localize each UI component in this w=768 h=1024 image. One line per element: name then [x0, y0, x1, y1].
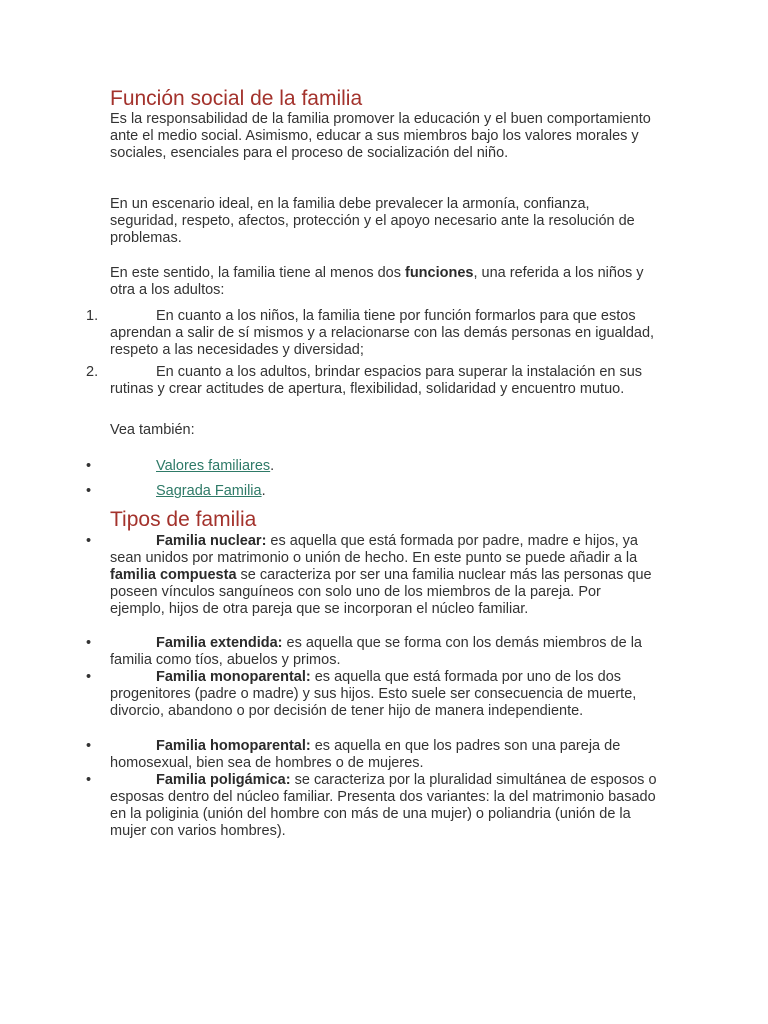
list-item-extendida [110, 635, 658, 669]
bullet-icon: • [86, 458, 92, 474]
bullet-icon: • [86, 669, 92, 685]
definition-text: se caracteriza por la pluralidad simultánea de esposos o esposas dentro del núcleo familiar. Presenta dos variantes: la del matrimonio basado en la poliginia (unión del hombre con más de una mujer) o poliandria (unión de la mujer con varios hombres). [110, 772, 657, 839]
link-sagrada-familia[interactable]: Sagrada Familia [156, 483, 262, 499]
link-valores-familiares[interactable]: Valores familiares [156, 458, 271, 474]
list-item-ninos: En cuanto a los niños, la familia tiene por función formarlos para que estos aprendan a salir de sí mismos y a relacionarse con las demás personas en igualdad, respeto a las necesidades y diversidad; [110, 308, 655, 358]
bullet-icon: • [86, 533, 92, 549]
term-familia-compuesta: familia compuesta [110, 567, 237, 583]
definition-text: es aquella que está formada por uno de los dos progenitores (padre o madre) y sus hijos. Esto suele ser consecuencia de muerte, divorcio, abandono o por decisión de tener hijo de manera independiente. [110, 669, 637, 719]
link-suffix: . [270, 458, 275, 474]
definition-text: se caracteriza por ser una familia nuclear más las personas que poseen vínculos sanguíneos con solo uno de los miembros de la pareja. Por ejemplo, hijos de otra pareja que se incorporan el núcleo familiar. [110, 567, 652, 617]
link-suffix: . [261, 483, 266, 499]
list-item-nuclear [110, 533, 658, 618]
paragraph-ideal: En un escenario ideal, en la familia debe prevalecer la armonía, confianza, seguridad, respeto, afectos, protección y el apoyo necesario ante la resolución de problemas. [110, 196, 635, 246]
link-item-valores [156, 458, 274, 475]
term-familia-homoparental: Familia homoparental: [156, 738, 311, 754]
list-number-1: 1. [86, 308, 99, 324]
definition-text: es aquella que está formada por padre, madre e hijos, ya sean unidos por matrimonio o unión de hecho. En este punto se puede añadir a la [110, 533, 638, 566]
bullet-icon: • [86, 483, 92, 499]
bullet-icon: • [86, 635, 92, 651]
list-item-adultos: En cuanto a los adultos, brindar espacios para superar la instalación en sus rutinas y crear actitudes de apertura, flexibilidad, solidaridad y encuentro mutuo. [110, 364, 643, 397]
term-familia-poligamica: Familia poligámica: [156, 772, 291, 788]
definition-text: es aquella en que los padres son una pareja de homosexual, bien sea de hombres o de mujeres. [110, 738, 621, 771]
paragraph-funciones-text-a: En este sentido, la familia tiene al menos dos [110, 265, 405, 281]
section-title-tipos: Tipos de familia [110, 508, 257, 531]
term-familia-nuclear: Familia nuclear: [156, 533, 267, 549]
paragraph-funciones [110, 265, 658, 299]
paragraph-intro: Es la responsabilidad de la familia promover la educación y el buen comportamiento ante el medio social. Asimismo, educar a sus miembros bajo los valores morales y sociales, esenciales para el proceso de socialización del niño. [110, 111, 651, 161]
paragraph-funciones-text-b: , una referida a los niños y otra a los adultos: [110, 265, 644, 298]
see-also-label: Vea también: [110, 422, 195, 438]
definition-text: es aquella que se forma con los demás miembros de la familia como tíos, abuelos y primos. [110, 635, 642, 668]
term-familia-monoparental: Familia monoparental: [156, 669, 311, 685]
list-item-monoparental [110, 669, 658, 720]
section-title-funcion-social: Función social de la familia [110, 87, 363, 110]
bullet-icon: • [86, 772, 92, 788]
list-item-poligamica [110, 772, 658, 840]
paragraph-funciones-bold: funciones [405, 265, 474, 281]
term-familia-extendida: Familia extendida: [156, 635, 283, 651]
list-number-2: 2. [86, 364, 99, 380]
link-item-sagrada [156, 483, 266, 500]
list-item-homoparental [110, 738, 658, 772]
bullet-icon: • [86, 738, 92, 754]
